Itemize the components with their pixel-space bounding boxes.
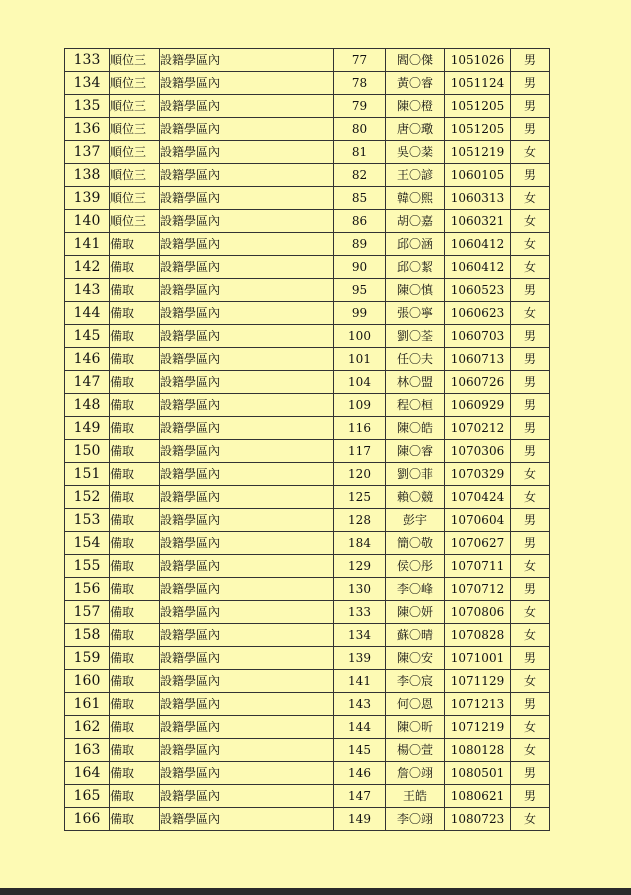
birth-date-cell: 1070306 bbox=[445, 440, 511, 463]
order-number-cell: 144 bbox=[334, 716, 386, 739]
residence-area-cell: 設籍學區內 bbox=[160, 325, 334, 348]
gender-cell: 女 bbox=[511, 463, 550, 486]
admission-type-cell: 備取 bbox=[110, 785, 160, 808]
birth-date-cell: 1060105 bbox=[445, 164, 511, 187]
admission-type-cell: 備取 bbox=[110, 693, 160, 716]
gender-cell: 女 bbox=[511, 210, 550, 233]
table-row bbox=[65, 394, 550, 417]
residence-area-cell: 設籍學區內 bbox=[160, 348, 334, 371]
residence-area-cell: 設籍學區內 bbox=[160, 486, 334, 509]
row-number-cell: 138 bbox=[65, 164, 110, 187]
row-number-cell: 165 bbox=[65, 785, 110, 808]
table-row bbox=[65, 463, 550, 486]
residence-area-cell: 設籍學區內 bbox=[160, 624, 334, 647]
row-number-cell: 145 bbox=[65, 325, 110, 348]
row-number-cell: 162 bbox=[65, 716, 110, 739]
table-row bbox=[65, 210, 550, 233]
gender-cell: 男 bbox=[511, 348, 550, 371]
student-name-cell: 邱〇涵 bbox=[386, 233, 445, 256]
table-row bbox=[65, 532, 550, 555]
gender-cell: 男 bbox=[511, 371, 550, 394]
row-number-cell: 134 bbox=[65, 72, 110, 95]
birth-date-cell: 1080621 bbox=[445, 785, 511, 808]
order-number-cell: 130 bbox=[334, 578, 386, 601]
table-row bbox=[65, 164, 550, 187]
gender-cell: 女 bbox=[511, 233, 550, 256]
birth-date-cell: 1070711 bbox=[445, 555, 511, 578]
birth-date-cell: 1080128 bbox=[445, 739, 511, 762]
row-number-cell: 160 bbox=[65, 670, 110, 693]
student-name-cell: 韓〇熙 bbox=[386, 187, 445, 210]
admission-type-cell: 備取 bbox=[110, 716, 160, 739]
residence-area-cell: 設籍學區內 bbox=[160, 693, 334, 716]
admission-type-cell: 備取 bbox=[110, 302, 160, 325]
birth-date-cell: 1051026 bbox=[445, 49, 511, 72]
gender-cell: 男 bbox=[511, 762, 550, 785]
table-row bbox=[65, 49, 550, 72]
gender-cell: 女 bbox=[511, 670, 550, 693]
table-row bbox=[65, 325, 550, 348]
admission-type-cell: 備取 bbox=[110, 371, 160, 394]
gender-cell: 男 bbox=[511, 325, 550, 348]
birth-date-cell: 1070828 bbox=[445, 624, 511, 647]
order-number-cell: 78 bbox=[334, 72, 386, 95]
row-number-cell: 137 bbox=[65, 141, 110, 164]
scan-edge-bar bbox=[0, 888, 631, 895]
order-number-cell: 120 bbox=[334, 463, 386, 486]
residence-area-cell: 設籍學區內 bbox=[160, 417, 334, 440]
residence-area-cell: 設籍學區內 bbox=[160, 256, 334, 279]
student-name-cell: 林〇盟 bbox=[386, 371, 445, 394]
row-number-cell: 141 bbox=[65, 233, 110, 256]
row-number-cell: 166 bbox=[65, 808, 110, 831]
row-number-cell: 152 bbox=[65, 486, 110, 509]
gender-cell: 男 bbox=[511, 164, 550, 187]
admission-type-cell: 順位三 bbox=[110, 49, 160, 72]
student-name-cell: 侯〇彤 bbox=[386, 555, 445, 578]
residence-area-cell: 設籍學區內 bbox=[160, 739, 334, 762]
table-row bbox=[65, 647, 550, 670]
admission-type-cell: 備取 bbox=[110, 348, 160, 371]
residence-area-cell: 設籍學區內 bbox=[160, 578, 334, 601]
row-number-cell: 156 bbox=[65, 578, 110, 601]
birth-date-cell: 1060929 bbox=[445, 394, 511, 417]
admission-type-cell: 備取 bbox=[110, 509, 160, 532]
birth-date-cell: 1060321 bbox=[445, 210, 511, 233]
gender-cell: 女 bbox=[511, 601, 550, 624]
gender-cell: 男 bbox=[511, 440, 550, 463]
admission-type-cell: 順位三 bbox=[110, 210, 160, 233]
admission-type-cell: 順位三 bbox=[110, 95, 160, 118]
student-name-cell: 簡〇敬 bbox=[386, 532, 445, 555]
admission-type-cell: 順位三 bbox=[110, 141, 160, 164]
residence-area-cell: 設籍學區內 bbox=[160, 509, 334, 532]
order-number-cell: 147 bbox=[334, 785, 386, 808]
birth-date-cell: 1060703 bbox=[445, 325, 511, 348]
residence-area-cell: 設籍學區內 bbox=[160, 233, 334, 256]
student-name-cell: 唐〇璥 bbox=[386, 118, 445, 141]
row-number-cell: 133 bbox=[65, 49, 110, 72]
order-number-cell: 80 bbox=[334, 118, 386, 141]
order-number-cell: 116 bbox=[334, 417, 386, 440]
gender-cell: 男 bbox=[511, 693, 550, 716]
table-row bbox=[65, 233, 550, 256]
student-name-cell: 劉〇荃 bbox=[386, 325, 445, 348]
gender-cell: 女 bbox=[511, 624, 550, 647]
gender-cell: 男 bbox=[511, 578, 550, 601]
gender-cell: 男 bbox=[511, 118, 550, 141]
residence-area-cell: 設籍學區內 bbox=[160, 532, 334, 555]
order-number-cell: 77 bbox=[334, 49, 386, 72]
student-name-cell: 蘇〇晴 bbox=[386, 624, 445, 647]
student-name-cell: 李〇翊 bbox=[386, 808, 445, 831]
birth-date-cell: 1071129 bbox=[445, 670, 511, 693]
admission-type-cell: 順位三 bbox=[110, 187, 160, 210]
table-row bbox=[65, 601, 550, 624]
row-number-cell: 164 bbox=[65, 762, 110, 785]
row-number-cell: 163 bbox=[65, 739, 110, 762]
order-number-cell: 81 bbox=[334, 141, 386, 164]
admission-type-cell: 備取 bbox=[110, 233, 160, 256]
table-row bbox=[65, 118, 550, 141]
birth-date-cell: 1060412 bbox=[445, 233, 511, 256]
admission-type-cell: 備取 bbox=[110, 417, 160, 440]
row-number-cell: 148 bbox=[65, 394, 110, 417]
admission-type-cell: 備取 bbox=[110, 670, 160, 693]
gender-cell: 男 bbox=[511, 532, 550, 555]
order-number-cell: 90 bbox=[334, 256, 386, 279]
birth-date-cell: 1070604 bbox=[445, 509, 511, 532]
table-row bbox=[65, 95, 550, 118]
gender-cell: 女 bbox=[511, 739, 550, 762]
order-number-cell: 95 bbox=[334, 279, 386, 302]
gender-cell: 男 bbox=[511, 72, 550, 95]
table-row bbox=[65, 417, 550, 440]
birth-date-cell: 1070329 bbox=[445, 463, 511, 486]
residence-area-cell: 設籍學區內 bbox=[160, 601, 334, 624]
student-name-cell: 陳〇睿 bbox=[386, 440, 445, 463]
birth-date-cell: 1070212 bbox=[445, 417, 511, 440]
table-row bbox=[65, 187, 550, 210]
residence-area-cell: 設籍學區內 bbox=[160, 95, 334, 118]
residence-area-cell: 設籍學區內 bbox=[160, 716, 334, 739]
student-name-cell: 李〇宸 bbox=[386, 670, 445, 693]
row-number-cell: 158 bbox=[65, 624, 110, 647]
table-row bbox=[65, 348, 550, 371]
table-row bbox=[65, 509, 550, 532]
order-number-cell: 104 bbox=[334, 371, 386, 394]
order-number-cell: 99 bbox=[334, 302, 386, 325]
residence-area-cell: 設籍學區內 bbox=[160, 210, 334, 233]
row-number-cell: 150 bbox=[65, 440, 110, 463]
table-row bbox=[65, 624, 550, 647]
student-name-cell: 閻〇傑 bbox=[386, 49, 445, 72]
student-name-cell: 吳〇棻 bbox=[386, 141, 445, 164]
admission-type-cell: 備取 bbox=[110, 325, 160, 348]
table-row bbox=[65, 808, 550, 831]
student-name-cell: 詹〇翊 bbox=[386, 762, 445, 785]
row-number-cell: 154 bbox=[65, 532, 110, 555]
birth-date-cell: 1071213 bbox=[445, 693, 511, 716]
student-name-cell: 胡〇嘉 bbox=[386, 210, 445, 233]
birth-date-cell: 1051205 bbox=[445, 118, 511, 141]
table-row bbox=[65, 693, 550, 716]
table-row bbox=[65, 555, 550, 578]
order-number-cell: 109 bbox=[334, 394, 386, 417]
row-number-cell: 151 bbox=[65, 463, 110, 486]
table-row bbox=[65, 371, 550, 394]
gender-cell: 女 bbox=[511, 716, 550, 739]
row-number-cell: 153 bbox=[65, 509, 110, 532]
student-name-cell: 劉〇菲 bbox=[386, 463, 445, 486]
row-number-cell: 142 bbox=[65, 256, 110, 279]
table-row bbox=[65, 279, 550, 302]
student-name-cell: 王皓 bbox=[386, 785, 445, 808]
admission-type-cell: 備取 bbox=[110, 279, 160, 302]
admission-type-cell: 順位三 bbox=[110, 72, 160, 95]
gender-cell: 女 bbox=[511, 256, 550, 279]
residence-area-cell: 設籍學區內 bbox=[160, 555, 334, 578]
order-number-cell: 146 bbox=[334, 762, 386, 785]
row-number-cell: 155 bbox=[65, 555, 110, 578]
student-name-cell: 陳〇昕 bbox=[386, 716, 445, 739]
student-name-cell: 陳〇妍 bbox=[386, 601, 445, 624]
table-row bbox=[65, 739, 550, 762]
row-number-cell: 146 bbox=[65, 348, 110, 371]
row-number-cell: 159 bbox=[65, 647, 110, 670]
order-number-cell: 85 bbox=[334, 187, 386, 210]
birth-date-cell: 1070806 bbox=[445, 601, 511, 624]
row-number-cell: 149 bbox=[65, 417, 110, 440]
gender-cell: 女 bbox=[511, 302, 550, 325]
residence-area-cell: 設籍學區內 bbox=[160, 785, 334, 808]
order-number-cell: 100 bbox=[334, 325, 386, 348]
birth-date-cell: 1071001 bbox=[445, 647, 511, 670]
admission-type-cell: 備取 bbox=[110, 647, 160, 670]
birth-date-cell: 1070712 bbox=[445, 578, 511, 601]
gender-cell: 女 bbox=[511, 486, 550, 509]
student-name-cell: 王〇諺 bbox=[386, 164, 445, 187]
table-row bbox=[65, 440, 550, 463]
admission-type-cell: 順位三 bbox=[110, 164, 160, 187]
row-number-cell: 144 bbox=[65, 302, 110, 325]
student-name-cell: 李〇峰 bbox=[386, 578, 445, 601]
order-number-cell: 82 bbox=[334, 164, 386, 187]
order-number-cell: 117 bbox=[334, 440, 386, 463]
order-number-cell: 79 bbox=[334, 95, 386, 118]
gender-cell: 男 bbox=[511, 49, 550, 72]
table-row bbox=[65, 785, 550, 808]
order-number-cell: 86 bbox=[334, 210, 386, 233]
birth-date-cell: 1060523 bbox=[445, 279, 511, 302]
admission-type-cell: 備取 bbox=[110, 463, 160, 486]
admission-type-cell: 順位三 bbox=[110, 118, 160, 141]
student-name-cell: 陳〇慎 bbox=[386, 279, 445, 302]
student-name-cell: 何〇恩 bbox=[386, 693, 445, 716]
birth-date-cell: 1051124 bbox=[445, 72, 511, 95]
gender-cell: 男 bbox=[511, 279, 550, 302]
admission-type-cell: 備取 bbox=[110, 808, 160, 831]
admission-type-cell: 備取 bbox=[110, 578, 160, 601]
residence-area-cell: 設籍學區內 bbox=[160, 762, 334, 785]
residence-area-cell: 設籍學區內 bbox=[160, 440, 334, 463]
order-number-cell: 184 bbox=[334, 532, 386, 555]
admission-type-cell: 備取 bbox=[110, 762, 160, 785]
gender-cell: 女 bbox=[511, 555, 550, 578]
student-name-cell: 賴〇競 bbox=[386, 486, 445, 509]
order-number-cell: 149 bbox=[334, 808, 386, 831]
admission-roster-table bbox=[64, 48, 550, 831]
admission-type-cell: 備取 bbox=[110, 532, 160, 555]
residence-area-cell: 設籍學區內 bbox=[160, 49, 334, 72]
student-name-cell: 程〇桓 bbox=[386, 394, 445, 417]
table-row bbox=[65, 141, 550, 164]
admission-type-cell: 備取 bbox=[110, 739, 160, 762]
residence-area-cell: 設籍學區內 bbox=[160, 187, 334, 210]
student-name-cell: 張〇寧 bbox=[386, 302, 445, 325]
residence-area-cell: 設籍學區內 bbox=[160, 118, 334, 141]
student-name-cell: 陳〇安 bbox=[386, 647, 445, 670]
row-number-cell: 143 bbox=[65, 279, 110, 302]
order-number-cell: 133 bbox=[334, 601, 386, 624]
birth-date-cell: 1070627 bbox=[445, 532, 511, 555]
order-number-cell: 129 bbox=[334, 555, 386, 578]
residence-area-cell: 設籍學區內 bbox=[160, 279, 334, 302]
birth-date-cell: 1051205 bbox=[445, 95, 511, 118]
order-number-cell: 134 bbox=[334, 624, 386, 647]
table-row bbox=[65, 256, 550, 279]
table-row bbox=[65, 302, 550, 325]
row-number-cell: 136 bbox=[65, 118, 110, 141]
birth-date-cell: 1051219 bbox=[445, 141, 511, 164]
table-row bbox=[65, 716, 550, 739]
gender-cell: 女 bbox=[511, 187, 550, 210]
birth-date-cell: 1060623 bbox=[445, 302, 511, 325]
birth-date-cell: 1060713 bbox=[445, 348, 511, 371]
gender-cell: 男 bbox=[511, 394, 550, 417]
gender-cell: 男 bbox=[511, 785, 550, 808]
admission-type-cell: 備取 bbox=[110, 440, 160, 463]
student-name-cell: 任〇夫 bbox=[386, 348, 445, 371]
row-number-cell: 161 bbox=[65, 693, 110, 716]
birth-date-cell: 1080501 bbox=[445, 762, 511, 785]
residence-area-cell: 設籍學區內 bbox=[160, 302, 334, 325]
residence-area-cell: 設籍學區內 bbox=[160, 394, 334, 417]
birth-date-cell: 1071219 bbox=[445, 716, 511, 739]
order-number-cell: 125 bbox=[334, 486, 386, 509]
admission-type-cell: 備取 bbox=[110, 624, 160, 647]
admission-type-cell: 備取 bbox=[110, 601, 160, 624]
order-number-cell: 145 bbox=[334, 739, 386, 762]
row-number-cell: 147 bbox=[65, 371, 110, 394]
row-number-cell: 135 bbox=[65, 95, 110, 118]
order-number-cell: 143 bbox=[334, 693, 386, 716]
residence-area-cell: 設籍學區內 bbox=[160, 463, 334, 486]
residence-area-cell: 設籍學區內 bbox=[160, 808, 334, 831]
residence-area-cell: 設籍學區內 bbox=[160, 371, 334, 394]
birth-date-cell: 1070424 bbox=[445, 486, 511, 509]
student-name-cell: 楊〇萱 bbox=[386, 739, 445, 762]
birth-date-cell: 1060726 bbox=[445, 371, 511, 394]
gender-cell: 女 bbox=[511, 808, 550, 831]
table-row bbox=[65, 670, 550, 693]
residence-area-cell: 設籍學區內 bbox=[160, 647, 334, 670]
student-name-cell: 陳〇橙 bbox=[386, 95, 445, 118]
order-number-cell: 141 bbox=[334, 670, 386, 693]
gender-cell: 男 bbox=[511, 509, 550, 532]
student-name-cell: 黃〇睿 bbox=[386, 72, 445, 95]
order-number-cell: 89 bbox=[334, 233, 386, 256]
row-number-cell: 157 bbox=[65, 601, 110, 624]
residence-area-cell: 設籍學區內 bbox=[160, 164, 334, 187]
order-number-cell: 128 bbox=[334, 509, 386, 532]
student-name-cell: 彭宇 bbox=[386, 509, 445, 532]
admission-type-cell: 備取 bbox=[110, 555, 160, 578]
admission-type-cell: 備取 bbox=[110, 486, 160, 509]
row-number-cell: 139 bbox=[65, 187, 110, 210]
residence-area-cell: 設籍學區內 bbox=[160, 141, 334, 164]
table-row bbox=[65, 72, 550, 95]
residence-area-cell: 設籍學區內 bbox=[160, 72, 334, 95]
order-number-cell: 139 bbox=[334, 647, 386, 670]
gender-cell: 女 bbox=[511, 141, 550, 164]
residence-area-cell: 設籍學區內 bbox=[160, 670, 334, 693]
roster-body bbox=[65, 49, 550, 831]
gender-cell: 男 bbox=[511, 647, 550, 670]
row-number-cell: 140 bbox=[65, 210, 110, 233]
birth-date-cell: 1060313 bbox=[445, 187, 511, 210]
table-row bbox=[65, 578, 550, 601]
gender-cell: 男 bbox=[511, 417, 550, 440]
table-row bbox=[65, 762, 550, 785]
student-name-cell: 邱〇絜 bbox=[386, 256, 445, 279]
student-name-cell: 陳〇皓 bbox=[386, 417, 445, 440]
birth-date-cell: 1080723 bbox=[445, 808, 511, 831]
birth-date-cell: 1060412 bbox=[445, 256, 511, 279]
order-number-cell: 101 bbox=[334, 348, 386, 371]
table-row bbox=[65, 486, 550, 509]
gender-cell: 男 bbox=[511, 95, 550, 118]
admission-type-cell: 備取 bbox=[110, 256, 160, 279]
admission-type-cell: 備取 bbox=[110, 394, 160, 417]
